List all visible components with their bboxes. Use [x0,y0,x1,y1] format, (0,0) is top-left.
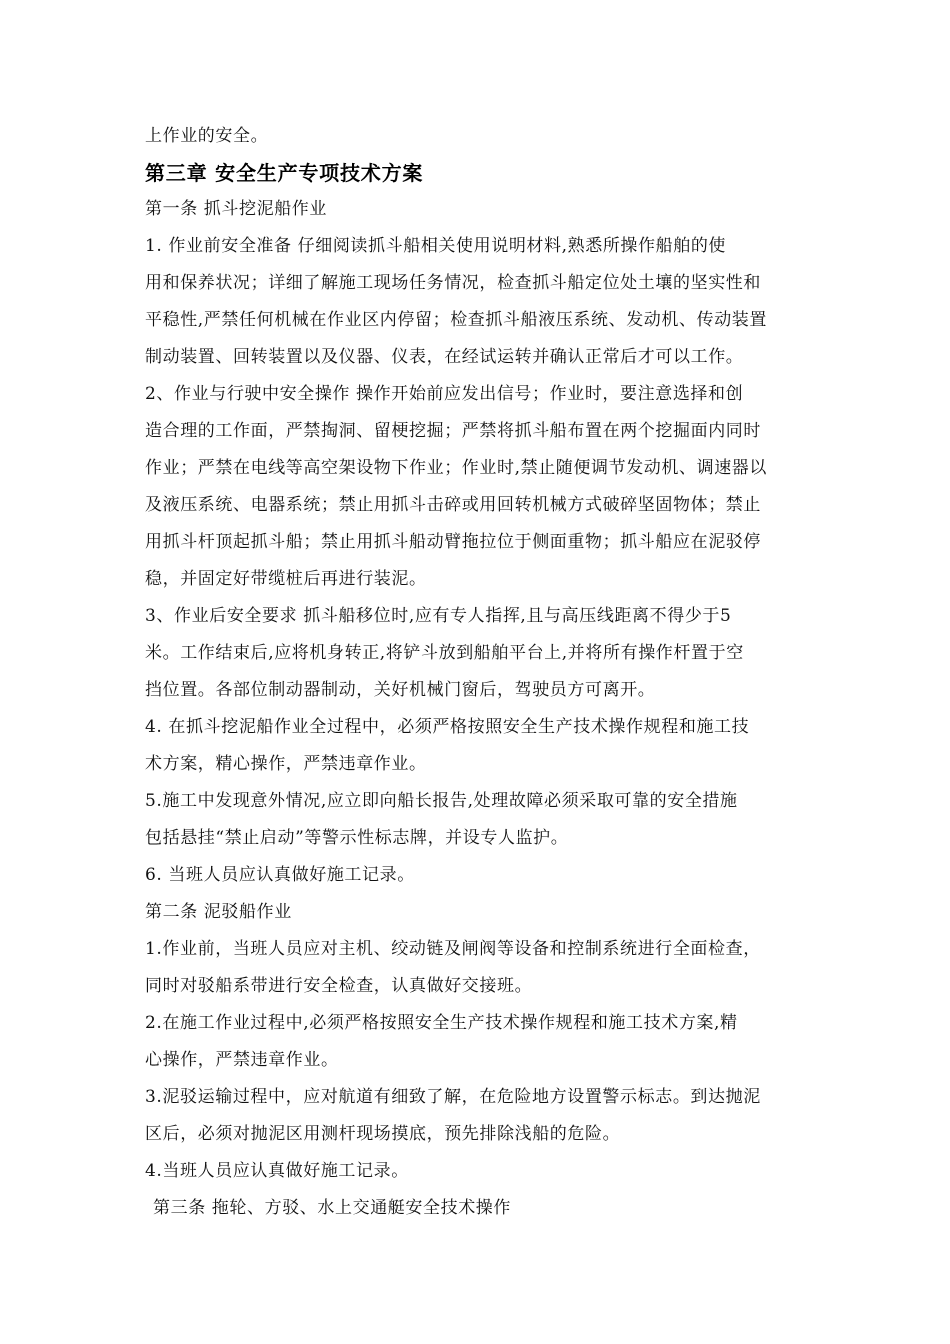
text-line: 造合理的工作面，严禁掏洞、留梗挖掘；严禁将抓斗船布置在两个挖掘面内同时 [145,421,761,441]
text-line: 挡位置。各部位制动器制动，关好机械门窗后，驾驶员方可离开。 [145,680,656,700]
article-heading: 第三条 拖轮、方驳、水上交通艇安全技术操作 [153,1198,512,1218]
text-line: 包括悬挂“禁止启动”等警示性标志牌，并设专人监护。 [145,828,569,848]
article-heading: 第一条 抓斗挖泥船作业 [145,199,328,219]
text-line: 1.作业前，当班人员应对主机、绞动链及闸阀等设备和控制系统进行全面检查， [145,939,761,959]
text-line: 同时对驳船系带进行安全检查，认真做好交接班。 [145,976,533,996]
text-line: 术方案，精心操作，严禁违章作业。 [145,754,427,774]
text-line: 5.施工中发现意外情况,应立即向船长报告,处理故障必须采取可靠的安全措施 [145,791,738,811]
chapter-heading: 第三章 安全生产专项技术方案 [145,161,424,185]
text-line: 4.当班人员应认真做好施工记录。 [145,1161,409,1181]
text-line: 用抓斗杆顶起抓斗船；禁止用抓斗船动臂拖拉位于侧面重物；抓斗船应在泥驳停 [145,532,761,552]
text-line: 区后，必须对抛泥区用测杆现场摸底，预先排除浅船的危险。 [145,1124,621,1144]
document-page [145,118,810,1227]
text-line: 米。工作结束后,应将机身转正,将铲斗放到船舶平台上,并将所有操作杆置于空 [145,643,744,663]
text-line: 用和保养状况；详细了解施工现场任务情况，检查抓斗船定位处土壤的坚实性和 [145,273,761,293]
text-line: 3、作业后安全要求 抓斗船移位时,应有专人指挥,且与高压线距离不得少于5 [145,606,732,626]
text-line: 6. 当班人员应认真做好施工记录。 [145,865,415,885]
text-line: 作业；严禁在电线等高空架设物下作业；作业时,禁止随便调节发动机、调速器以 [145,458,768,478]
text-line: 2.在施工作业过程中,必须严格按照安全生产技术操作规程和施工技术方案,精 [145,1013,738,1033]
text-line: 2、作业与行驶中安全操作 操作开始前应发出信号；作业时，要注意选择和创 [145,384,744,404]
text-line: 上作业的安全。 [145,126,269,146]
text-line: 及液压系统、电器系统；禁止用抓斗击碎或用回转机械方式破碎坚固物体；禁止 [145,495,761,515]
text-line: 1. 作业前安全准备 仔细阅读抓斗船相关使用说明材料,熟悉所操作船舶的使 [145,236,727,256]
text-line: 稳，并固定好带缆桩后再进行装泥。 [145,569,427,589]
text-line: 平稳性,严禁任何机械在作业区内停留；检查抓斗船液压系统、发动机、传动装置 [145,310,768,330]
text-line: 3.泥驳运输过程中，应对航道有细致了解，在危险地方设置警示标志。到达抛泥 [145,1087,761,1107]
text-line: 心操作，严禁违章作业。 [145,1050,339,1070]
text-line: 制动装置、回转装置以及仪器、仪表，在经试运转并确认正常后才可以工作。 [145,347,744,367]
text-line: 4. 在抓斗挖泥船作业全过程中，必须严格按照安全生产技术操作规程和施工技 [145,717,750,737]
article-heading: 第二条 泥驳船作业 [145,902,292,922]
